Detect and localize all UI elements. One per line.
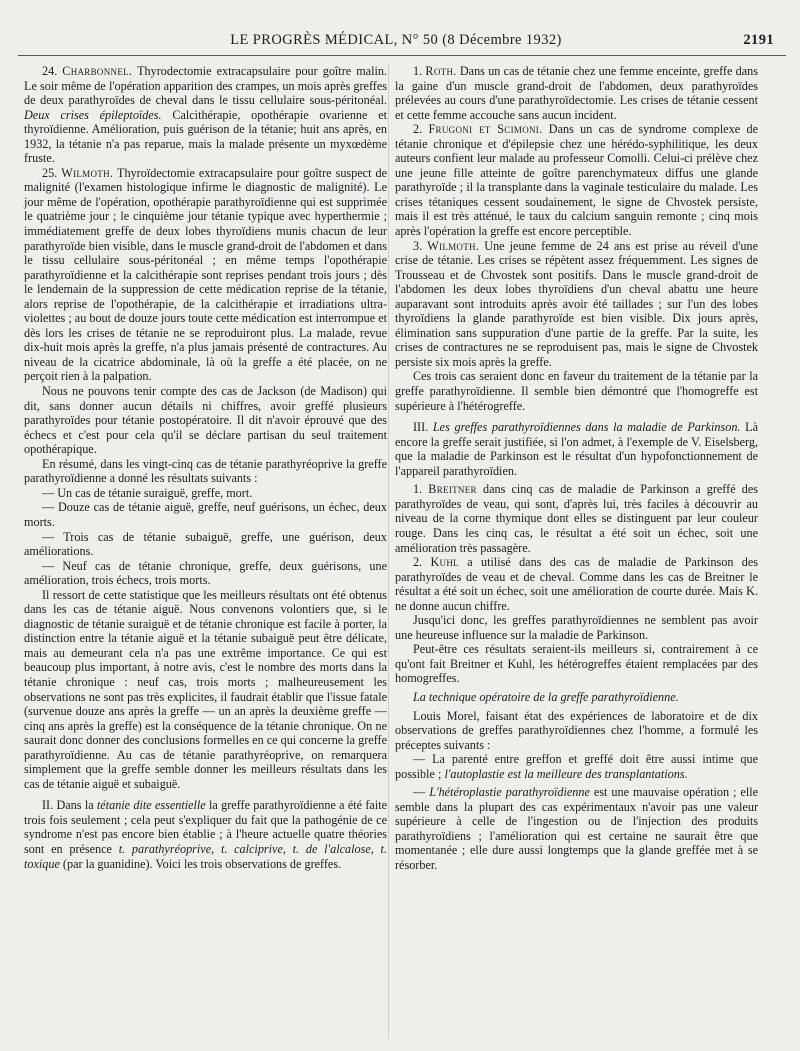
list-item: — Un cas de tétanie suraiguë, greffe, mort. bbox=[42, 485, 253, 500]
parkinson-conclusion-paragraph: Jusqu'ici donc, les greffes parathyroïdiennes ne semblent pas avoir une heureuse influence sur la maladie de Parkinson. bbox=[395, 613, 758, 642]
case-number: 1. bbox=[413, 64, 423, 78]
precept-text: est une mauvaise opération ; elle semble dans la plupart des cas expérimentaux n'avoir pas une valeur supérieure à celle de l'ingestion ou de l'injection des produits parathyroïdiens ; l'amélioration qui est certaine ne saurait être que momentanée ; elle dure aussi longtemps que la glande greffée met à se résorber. bbox=[395, 785, 759, 872]
jackson-paragraph: Nous ne pouvons tenir compte des cas de Jackson (de Madison) qui dit, sans donner aucun détails ni chiffres, avoir greffé plusieurs parathyroïdes pour tétanie postopératoire. Il dit n'avoir éprouvé que des échecs et c'est pour cela qu'il se déclare partisan du seul traitement opothérapique. bbox=[24, 384, 387, 457]
case-italic-text: Deux crises épileptoïdes. bbox=[24, 107, 162, 122]
case-number: 2. bbox=[413, 555, 423, 570]
case-number: 2. bbox=[413, 122, 423, 137]
header-rule bbox=[18, 55, 786, 56]
section-number: III. bbox=[413, 420, 429, 435]
right-column bbox=[395, 64, 758, 873]
summary-paragraph: En résumé, dans les vingt-cinq cas de tétanie parathyréoprive la greffe parathyroïdienne a donné les résultats suivants : bbox=[24, 456, 387, 486]
case-number: 3. bbox=[413, 238, 423, 253]
section-text: la greffe parathyroïdienne a été faite trois fois seulement ; cela peut s'expliquer du fait que la pathogénie de ce syndrome n'est pas encore bien établie ; à l'heure actuelle quatre théories sont en présence bbox=[24, 798, 388, 856]
case-number: 1. bbox=[413, 482, 423, 497]
section-heading: Les greffes parathyroïdiennes dans la maladie de Parkinson. bbox=[428, 420, 741, 435]
section-italic-text: tétanie dite essentielle bbox=[96, 798, 206, 813]
precept-heteroplastie bbox=[395, 785, 758, 872]
list-item: — Neuf cas de tétanie chronique, greffe, deux guérisons, une amélioration, trois échecs, trois morts. bbox=[24, 558, 387, 588]
frugoni-paragraph bbox=[395, 122, 758, 238]
case-author: Charbonnel. bbox=[62, 64, 133, 78]
precept-text: — La parenté entre greffon et greffé doit être aussi intime que possible ; bbox=[395, 752, 758, 781]
case-author: Breitner bbox=[428, 482, 477, 497]
page-number: 2191 bbox=[743, 32, 774, 48]
section-text: Là encore la greffe serait justifiée, si l'on admet, à l'exemple de V. Eiselsberg, que la maladie de Parkinson est le résultat d'un hypofonctionnement de l'appareil parathyroïdien. bbox=[395, 420, 758, 478]
breitner-paragraph bbox=[395, 482, 758, 555]
conclusion-paragraph: Ces trois cas seraient donc en faveur du traitement de la tétanie par la greffe parathyroïdienne. Il semble bien démontré que l'homogreffe est supérieure à l'hétérogreffe. bbox=[395, 369, 758, 413]
morel-paragraph: Louis Morel, faisant état des expériences de laboratoire et de dix observations de greffes parathyroïdiennes chez l'homme, a formulé les préceptes suivants : bbox=[395, 708, 758, 752]
case-author: Roth. bbox=[425, 64, 457, 78]
case-text: Thyroïdectomie extracapsulaire pour goître suspect de malignité (l'examen histologique infirme le diagnostic de malignité). Le jour même de l'opération, opothérapie parathyroïdienne qui est supprimée le quatrième jour ; le cinquième jour tétanie typique avec hyperthermie ; immédiatement greffe de deux lobes thyroïdiens munis chacun de leur parathyroïde bien visible, dans le muscle grand-droit de l'abdomen et dans le tissu cellulaire sous-péritonéal ; en même temps l'opothérapie parathyroïdienne et la calcithérapie sont reprises pendant trois jours ; dès le lendemain de la suppression de cette médication reprise de la tétanie, alors reprise de l'opothérapie, de la calcithérapie et irradiations ultra-violettes ; au bout de douze jours toute cette médication est interrompue et dès lors les crises de tétanie ne se reproduiront plus. La malade, revue dix-huit mois après la greffe, n'a plus jamais présenté de contractures. Au niveau de la cicatrice abdominale, là où la greffe a été placée, on ne perçoit rien à la palpation. bbox=[24, 165, 387, 384]
case-author: Wilmoth. bbox=[61, 165, 114, 180]
case-author: Wilmoth. bbox=[427, 238, 480, 253]
case-text: Calcithérapie, opothérapie ovarienne et thyroïdienne. Amélioration, puis guérison de la tétanie; huit ans après, en 1932, la tétanie n'a pas reparue, mais la malade présente un myxœdème fruste. bbox=[24, 107, 387, 166]
journal-title: LE PROGRÈS MÉDICAL, N° 50 (8 Décembre 1932) bbox=[230, 32, 562, 48]
kuhl-paragraph bbox=[395, 555, 758, 613]
section-italic-text: t. parathyréoprive, t. calciprive, t. de l'alcalose, t. toxique bbox=[24, 841, 387, 871]
technique-heading bbox=[395, 690, 758, 705]
case-text: dans cinq cas de maladie de Parkinson a greffé des parathyroïdes de veau, qui sont, d'après lui, très faciles à découvrir au niveau de la corne thymique dont elles se distinguent par leur couleur rouge. Dans les cinq cas, le résultat a été soit un échec, soit une amélioration très passagère. bbox=[395, 482, 759, 555]
statistics-paragraph: Il ressort de cette statistique que les meilleurs résultats ont été obtenus dans les cas de tétanie aiguë. Nous convenons volontiers que, si le diagnostic de tétanie suraiguë et de tétanie chronique est facile à porter, la distinction entre la tétanie aiguë et la tétanie subaiguë peut être délicate, mais au demeurant cela n'a pas une extrême importance. Ce qui est beaucoup plus important, à notre avis, c'est le nombre des morts dans la tétanie chronique : neuf cas, trois morts ; malheureusement les observations ne sont pas très explicites, il faudrait établir que l'issue fatale (survenue douze ans après la greffe — un an après la deuxième greffe — cinq ans après la greffe) est la conséquence de la tétanie chronique. On ne saurait donc donner des conclusions formelles en ce qui concerne la greffe parathyroïdienne. Au cas de tétanie parathyréoprive, on remarquera simplement que la greffe semble donner les meilleurs résultats dans les cas de tétanie aiguë et subaiguë. bbox=[24, 587, 387, 791]
left-column bbox=[24, 64, 387, 871]
precept-italic-text: L'hétéroplastie parathyroïdienne bbox=[429, 785, 590, 800]
running-header bbox=[18, 32, 774, 54]
section-iii-paragraph bbox=[395, 420, 758, 478]
section-text: (par la guanidine). Voici les trois observations de greffes. bbox=[59, 856, 342, 871]
precept-italic-text: l'autoplastie est la meilleure des transplantations. bbox=[444, 766, 688, 781]
case-text: Dans un cas de tétanie chez une femme enceinte, greffe dans la gaine d'un muscle grand-droit de l'abdomen, deux parathyroïdes prélevées au cours d'une parathyroïdectomie. Les crises de tétanie cessent et cette femme accouche sans aucun incident. bbox=[395, 64, 759, 122]
case-25-paragraph bbox=[24, 166, 387, 384]
wilmoth-paragraph bbox=[395, 239, 758, 370]
list-item: — Douze cas de tétanie aiguë, greffe, neuf guérisons, un échec, deux morts. bbox=[24, 500, 387, 529]
column-divider bbox=[388, 64, 389, 1039]
technique-heading-text: La technique opératoire de la greffe parathyroïdienne. bbox=[413, 689, 679, 704]
precept-text: — bbox=[413, 785, 430, 800]
case-text: a utilisé dans des cas de maladie de Parkinson des parathyroïdes de veau et de cheval. Comme dans les cas de Breitner le résultat a été soit un échec, soit une amélioration de courte durée. Mais K. ne donne aucun chiffre. bbox=[395, 555, 758, 613]
case-author: Kuhl bbox=[430, 555, 459, 570]
case-number: 25. bbox=[42, 165, 58, 180]
case-text: Une jeune femme de 24 ans est prise au réveil d'une crise de tétanie. Les crises se répètent assez fréquemment. Les signes de Trousseau et de Chvostek sont positifs. Dans le muscle grand-droit de l'abdomen les deux lobes thyroïdiens d'un cheval abattu une heure auparavant sont introduits après avoir été taillades ; sur l'un des lobes thyroïdiens la glande parathyroïde est bien visible. Dix jours après, élimination sans suppuration d'une partie de la greffe. Par la suite, les crises de contractures ne se reproduisent pas, mais le signe de Chvostek persiste six mois après la greffe. bbox=[395, 238, 758, 369]
section-ii-paragraph bbox=[24, 798, 387, 871]
list-item: — Trois cas de tétanie subaiguë, greffe, une guérison, deux améliorations. bbox=[24, 529, 387, 559]
case-number: 24. bbox=[42, 64, 58, 78]
precept-autoplastie bbox=[395, 752, 758, 781]
section-text: Dans la bbox=[53, 798, 97, 813]
case-text: Dans un cas de syndrome complexe de tétanie chronique et d'épilepsie chez une hérédo-syphilitique, les deux auteurs confient leur malade au professeur Comolli. Celui-ci prélève chez une jeune fille atteinte de goître parenchymateux diffus une glande parathyroïde ; il la transplante dans la vaginale testiculaire du malade. Les crises tétaniques cessent soudainement, le signe de Chvostek persiste, mais il est très atténué, le taux du calcium sanguin remonte ; cinq mois après l'opération la greffe est encore perceptible. bbox=[395, 122, 759, 239]
section-number: II. bbox=[42, 798, 54, 813]
case-author: Frugoni et Scimoni. bbox=[428, 122, 543, 137]
homogreffe-paragraph: Peut-être ces résultats seraient-ils meilleurs si, contrairement à ce qu'ont fait Breitner et Kuhl, les hétérogreffes étaient remplacées par des homogreffes. bbox=[395, 642, 758, 686]
case-text: Thyrodectomie extracapsulaire pour goître malin. Le soir même de l'opération apparition des crampes, un mois après greffes de deux parathyroïdes de cheval dans le tissu cellulaire sous-péritonéal. bbox=[24, 64, 388, 108]
case-24-paragraph bbox=[24, 64, 387, 166]
roth-paragraph bbox=[395, 64, 758, 122]
